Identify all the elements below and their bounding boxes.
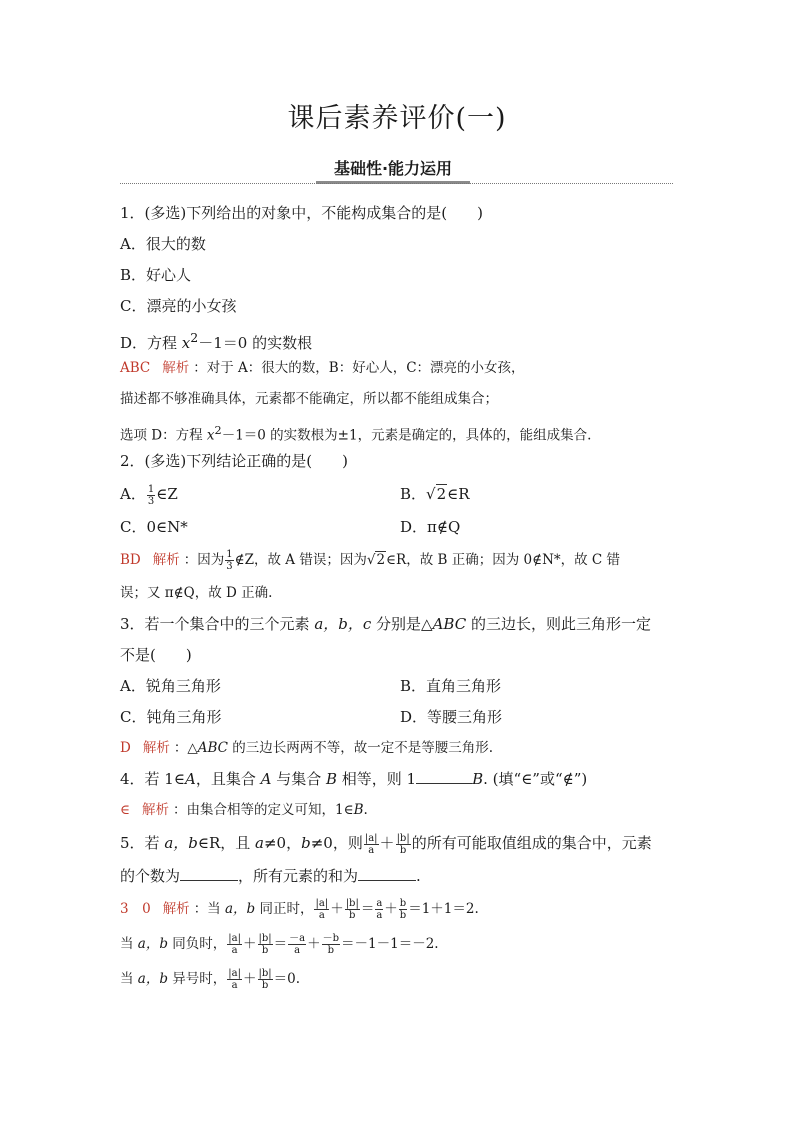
text: ＝0. — [273, 971, 301, 987]
q1-option-a: A．很大的数 — [120, 235, 206, 253]
text: ∈R，故 B 正确；因为 0∉N*，故 C 错 — [386, 552, 621, 568]
text: 的个数为 — [120, 867, 181, 885]
q3-option-a: A．锐角三角形 — [120, 677, 221, 695]
fraction — [288, 933, 306, 956]
text: 同负时， — [168, 936, 227, 952]
num: 1 — [226, 549, 233, 560]
answer-key: BD — [120, 552, 141, 568]
den: a — [368, 844, 375, 856]
var: ABC — [197, 740, 228, 756]
num: 1 — [147, 483, 155, 495]
q3-option-b: B．直角三角形 — [400, 677, 502, 695]
text: －1＝0 的实数根 — [198, 334, 313, 352]
text: . — [363, 802, 368, 818]
text: D．方程 — [120, 334, 182, 352]
text: ，且集合 — [195, 770, 261, 788]
text: ：对于 A：很大的数，B：好心人，C：漂亮的小女孩， — [193, 360, 525, 376]
var: B — [325, 770, 338, 788]
text: ：由集合相等的定义可知，1∈ — [173, 802, 354, 818]
text: B． — [400, 485, 427, 503]
analysis-label: 解析 — [142, 802, 169, 818]
fraction — [322, 933, 340, 956]
var: a，b，c — [314, 615, 372, 633]
text: ＋ — [243, 971, 257, 987]
den: b — [399, 910, 407, 921]
q1-answer-line2: 描述都不够准确具体，元素都不能确定，所以都不能组成集合； — [120, 391, 498, 407]
var: A — [184, 770, 196, 788]
q1-answer-line3 — [120, 415, 680, 446]
var: a，b — [224, 901, 256, 917]
den: b — [261, 980, 269, 991]
q2-stem: 2．(多选)下列结论正确的是( ) — [120, 452, 348, 470]
q5-stem — [120, 826, 680, 861]
q3-answer — [120, 733, 680, 764]
q2-options-row1 — [120, 477, 680, 512]
question-list — [120, 198, 680, 997]
q2-option-a — [120, 477, 400, 512]
den: b — [261, 945, 269, 956]
var: a，b — [164, 834, 198, 852]
q2-answer: BD 解析 ：因为 $\frac{1}{3}$ ∉Z，故 A 错误；因为√2∈R，故 B 正确；因为 0∉N*，故 C 错 — [120, 549, 621, 572]
var: B — [353, 802, 364, 818]
num: b — [399, 898, 407, 909]
q3-options-row1 — [120, 671, 680, 702]
text: 4．若 1∈ — [120, 770, 185, 788]
answer-blank-count[interactable] — [180, 866, 238, 881]
q3-option-d: D．等腰三角形 — [400, 708, 503, 726]
fraction — [147, 484, 155, 507]
q5-stem-line2 — [120, 861, 680, 892]
q5-answer — [120, 892, 680, 927]
num: |a| — [315, 898, 329, 909]
den: a — [231, 980, 238, 991]
text: ≠0，则 — [310, 834, 363, 852]
q3-stem-line2: 不是( ) — [120, 646, 192, 664]
text: ＝－1－1＝－2. — [341, 936, 439, 952]
section-heading: 基础性·能力运用 — [316, 157, 470, 184]
text: 的三边长两两不等，故一定不是等腰三角形. — [227, 740, 494, 756]
fraction — [375, 898, 383, 921]
answer-key: D — [120, 740, 131, 756]
sup: 2 — [214, 424, 222, 437]
radicand: 2 — [376, 552, 386, 568]
fraction — [225, 549, 233, 572]
analysis-label: 解析 — [162, 901, 190, 917]
q2-option-c: C．0∈N* — [120, 518, 188, 536]
var: x — [206, 427, 215, 444]
var: b — [301, 834, 311, 852]
sup: 2 — [190, 330, 199, 345]
fraction — [364, 833, 379, 856]
fraction — [314, 898, 329, 921]
q3-option-c: C．钝角三角形 — [120, 708, 222, 726]
text: ，所有元素的和为 — [238, 867, 359, 885]
text: ＝1＋1＝2. — [408, 901, 479, 917]
q1-stem: 1．(多选)下列给出的对象中，不能构成集合的是( ) — [120, 204, 483, 222]
text: 当 — [120, 971, 138, 987]
fraction — [399, 898, 407, 921]
q5-answer-line3 — [120, 962, 680, 997]
den: b — [349, 910, 356, 921]
den: b — [399, 844, 407, 856]
text: ＋ — [330, 901, 344, 917]
var: a — [255, 834, 264, 852]
var: a，b — [137, 971, 168, 987]
radicand: 2 — [436, 485, 447, 503]
num: a — [376, 898, 383, 909]
q1-answer — [120, 353, 680, 384]
text: ＋ — [384, 901, 398, 917]
num: |a| — [228, 968, 241, 979]
text: ＋ — [307, 936, 321, 952]
text: 当 — [120, 936, 138, 952]
answer-key: ∈ — [120, 802, 130, 818]
den: 3 — [226, 561, 233, 572]
text: 3．若一个集合中的三个元素 — [120, 615, 315, 633]
q2-option-d: D．π∉Q — [400, 518, 461, 536]
text: 的三边长，则此三角形一定 — [466, 615, 651, 633]
den: a — [231, 945, 238, 956]
text: 与集合 — [271, 770, 326, 788]
q2-answer-line2: 误；又 π∉Q，故 D 正确. — [120, 585, 273, 601]
text: 分别是△ — [371, 615, 433, 633]
den: b — [327, 945, 335, 956]
var: x — [181, 334, 191, 352]
q3-stem — [120, 609, 680, 640]
text: ：△ — [173, 740, 198, 756]
den: a — [318, 910, 325, 921]
q4-answer — [120, 795, 680, 826]
text: ∉Z，故 A 错误；因为 — [234, 552, 367, 568]
den: a — [376, 910, 383, 921]
analysis-label: 解析 — [152, 552, 180, 568]
fraction — [396, 833, 411, 856]
num: |a| — [228, 933, 241, 944]
text: 异号时， — [168, 971, 227, 987]
fraction — [345, 898, 360, 921]
answer-key: 3 0 — [120, 901, 151, 917]
text: . (填“∈”或“∉”) — [483, 770, 588, 788]
analysis-label: 解析 — [162, 360, 190, 376]
num: |b| — [258, 933, 272, 944]
fraction — [258, 968, 273, 991]
num: |b| — [396, 832, 410, 844]
text: ≠0， — [263, 834, 302, 852]
q1-option-d — [120, 322, 680, 353]
text: . — [416, 867, 421, 885]
var: A — [260, 770, 272, 788]
text: ∈Z — [156, 485, 178, 503]
dotted-divider — [120, 183, 673, 184]
text: －1＝0 的实数根为±1，元素是确定的，具体的，能组成集合. — [221, 427, 592, 444]
answer-blank-sum[interactable] — [358, 866, 416, 881]
num: |a| — [364, 832, 378, 844]
text: 同正时， — [255, 901, 314, 917]
q1-option-b: B．好心人 — [120, 266, 192, 284]
den: a — [294, 945, 301, 956]
text: ＝ — [360, 901, 375, 917]
q5-answer-line2 — [120, 927, 680, 962]
analysis-label: 解析 — [142, 740, 170, 756]
fraction — [227, 933, 242, 956]
text: 选项 D：方程 — [120, 427, 207, 444]
q3-options-row2 — [120, 702, 680, 733]
text: ：因为 — [183, 552, 225, 568]
text: ＋ — [379, 834, 395, 852]
fraction — [258, 933, 273, 956]
q4-stem — [120, 764, 680, 795]
q2-options-row2 — [120, 512, 680, 543]
num: |b| — [345, 898, 359, 909]
den: 3 — [147, 495, 155, 507]
text: ＝ — [273, 936, 288, 952]
var: B — [472, 770, 484, 788]
text: A． — [120, 485, 146, 503]
page-title: 课后素养评价(一) — [287, 103, 507, 134]
q2-option-b: B．√2∈R — [400, 485, 470, 503]
text: ：当 — [193, 901, 225, 917]
text: ∈R — [447, 485, 470, 503]
fraction — [227, 968, 242, 991]
text: 相等，则 1 — [337, 770, 417, 788]
text: ＋ — [243, 936, 257, 952]
text: 的所有可能取值组成的集合中，元素 — [411, 834, 652, 852]
text: 5．若 — [120, 834, 165, 852]
num: －b — [322, 933, 340, 944]
var: ABC — [432, 615, 467, 633]
num: －a — [289, 933, 306, 944]
var: a，b — [137, 936, 168, 952]
q1-option-c: C．漂亮的小女孩 — [120, 297, 237, 315]
answer-blank[interactable] — [416, 769, 472, 784]
text: ∈R，且 — [197, 834, 256, 852]
num: |b| — [258, 968, 272, 979]
answer-key: ABC — [120, 360, 151, 376]
